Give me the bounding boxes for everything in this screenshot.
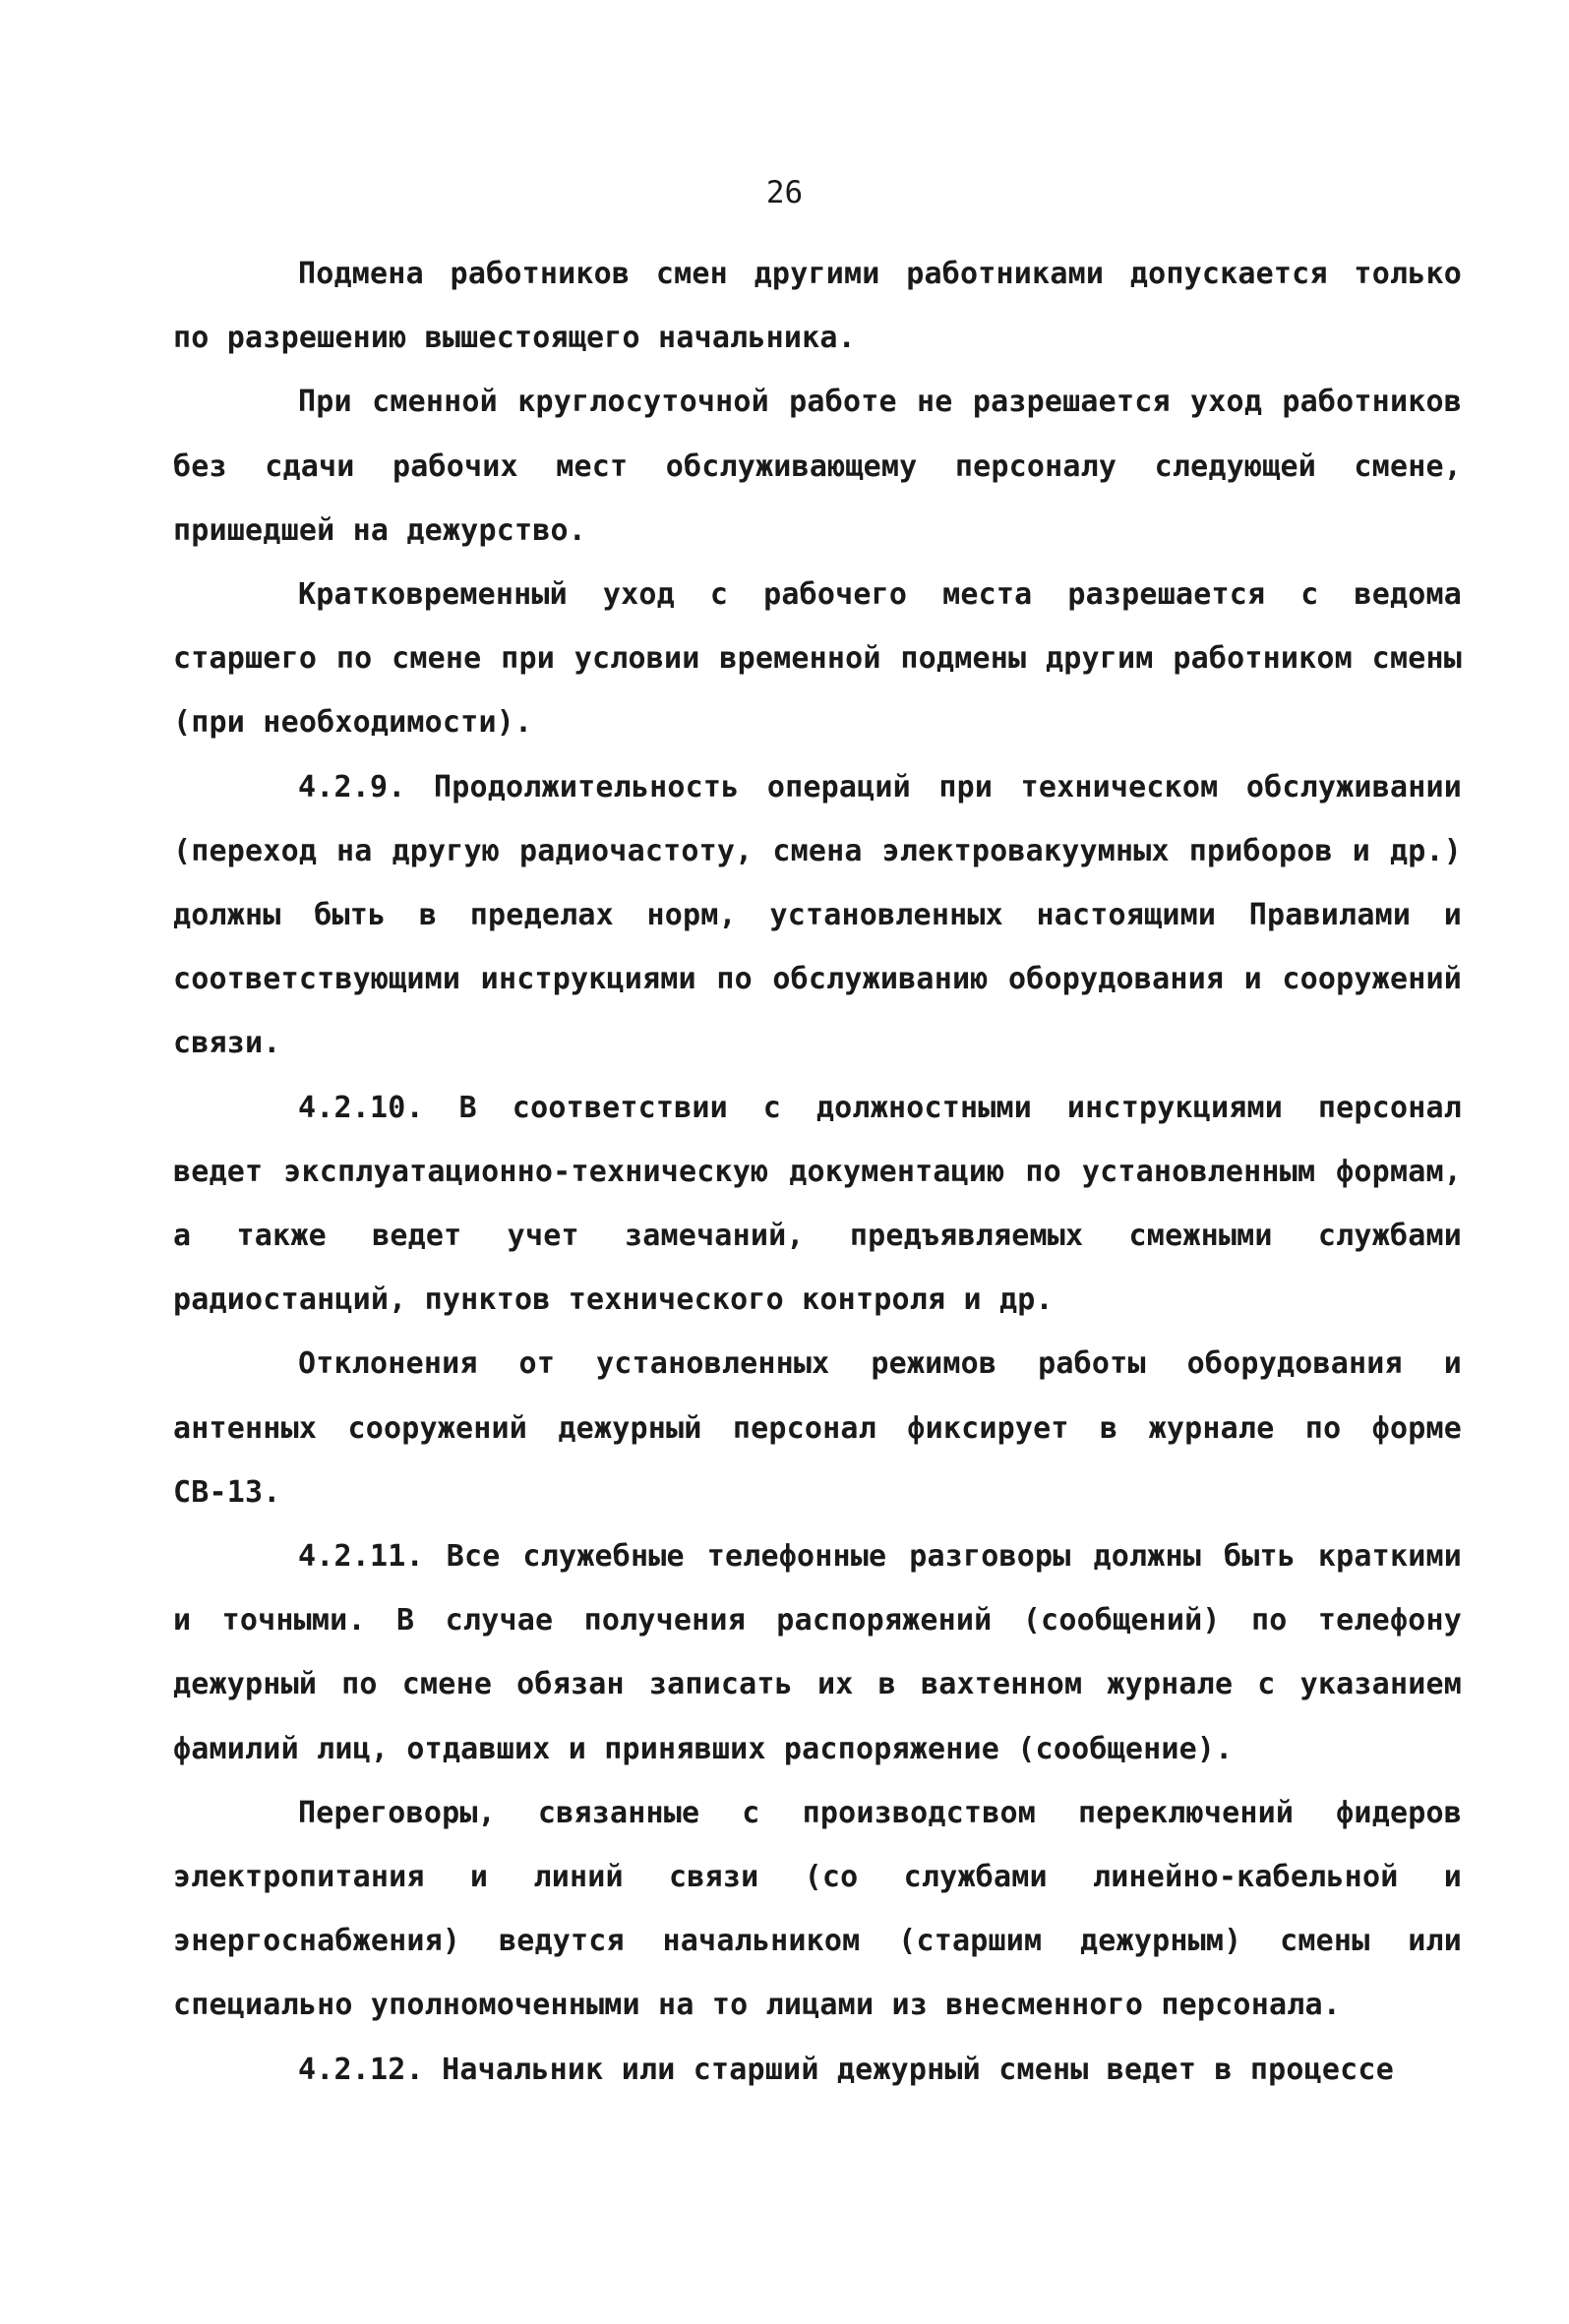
paragraph-round-the-clock: При сменной круглосуточной работе не разрешается уход работников без сдачи рабочих мест обслуживающему персоналу следующей смене, пришедшей на дежурство.: [173, 385, 1462, 548]
page-number: 26: [765, 175, 804, 210]
paragraph-4-2-10: 4.2.10. В соответствии с должностными инструкциями персонал ведет эксплуатационно-техническую документацию по установленным формам, а также ведет учет замечаний, предъявляемых смежными службами радиостанций, пунктов технического контроля и др.: [173, 1090, 1462, 1318]
paragraph-deviations: Отклонения от установленных режимов работы оборудования и антенных сооружений дежурный персонал фиксирует в журнале по форме СВ-13.: [173, 1346, 1462, 1510]
paragraph-4-2-12: 4.2.12. Начальник или старший дежурный смены ведет в процессе: [298, 2052, 1394, 2087]
paragraph-4-2-11: 4.2.11. Все служебные телефонные разговоры должны быть краткими и точными. В случае получения распоряжений (сообщений) по телефону дежурный по смене обязан записать их в вахтенном журнале с указанием фамилий лиц, отдавших и принявших распоряжение (сообщение).: [173, 1539, 1462, 1766]
paragraph-short-absence: Кратковременный уход с рабочего места разрешается с ведома старшего по смене при условии временной подмены другим работником смены (при необходимости).: [173, 577, 1462, 741]
paragraph-shift-substitution: Подмена работников смен другими работниками допускается только по разрешению вышестоящего начальника.: [173, 257, 1462, 356]
paragraph-negotiations: Переговоры, связанные с производством переключений фидеров электропитания и линий связи (со службами линейно-кабельной и энергоснабжения) ведутся начальником (старшим дежурным) смены или специально уполномоченными на то лицами из внесменного персонала.: [173, 1795, 1462, 2023]
paragraph-4-2-9: 4.2.9. Продолжительность операций при техническом обслуживании (переход на другую радиочастоту, смена электровакуумных приборов и др.) должны быть в пределах норм, установленных настоящими Правилами и соответствующими инструкциями по обслуживанию оборудования и сооружений связи.: [173, 769, 1462, 1061]
document-body: [173, 242, 1462, 2102]
